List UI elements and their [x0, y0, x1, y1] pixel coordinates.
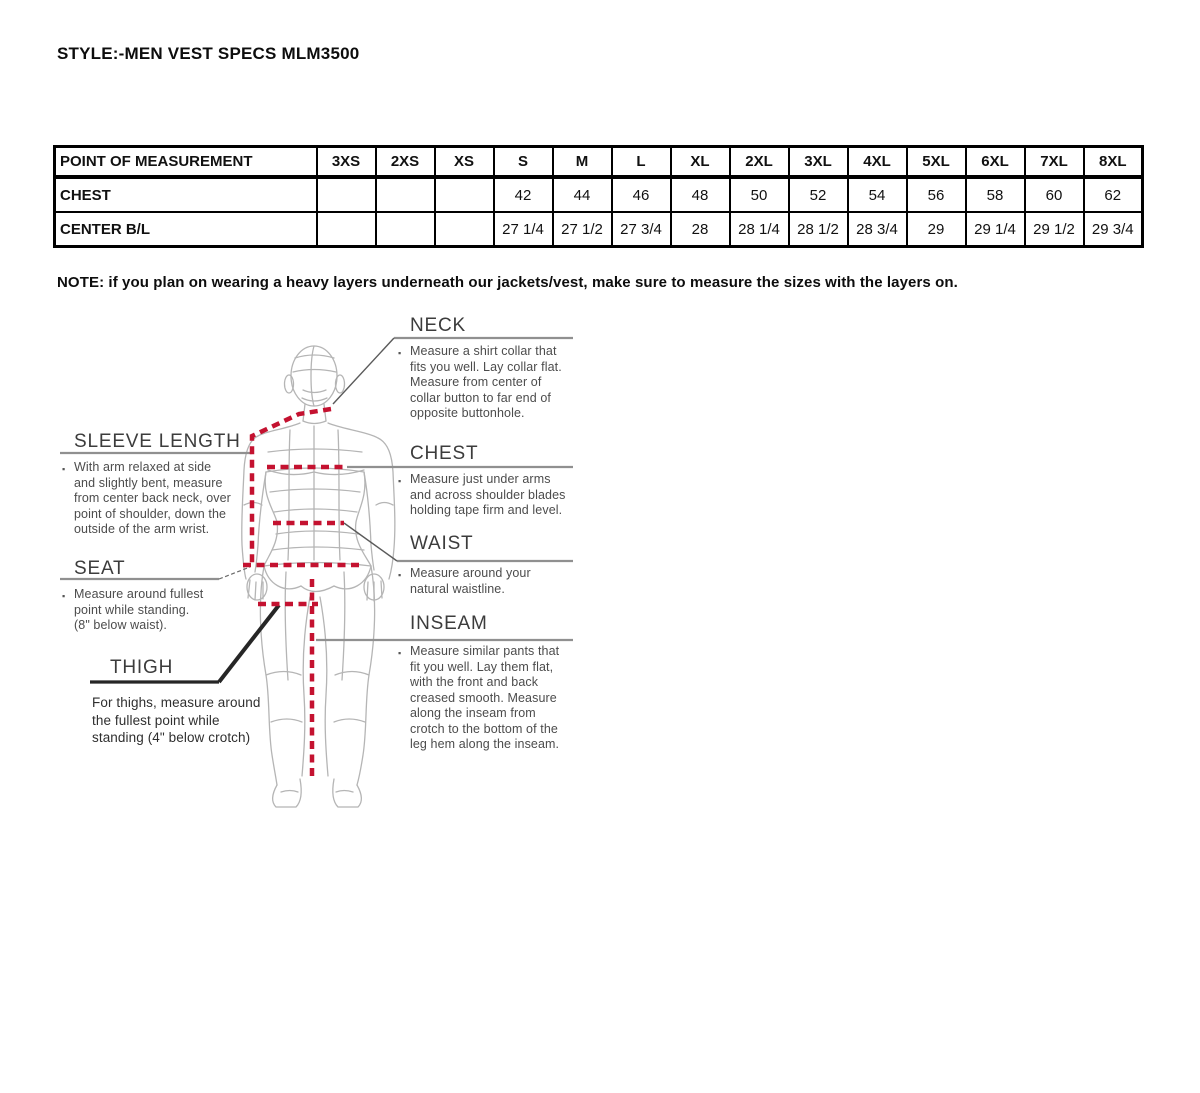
measurement-section-thigh — [92, 657, 261, 747]
section-text-line: Measure a shirt collar that — [410, 344, 557, 358]
section-text-line: Measure just under arms — [410, 472, 551, 486]
size-column-header: 7XL — [1025, 147, 1084, 178]
size-value-cell — [317, 177, 376, 212]
section-text-line: standing (4" below crotch) — [92, 730, 251, 745]
section-text-line: and across shoulder blades — [410, 487, 566, 502]
section-text-line: creased smooth. Measure — [410, 690, 557, 705]
section-text-line: point while standing. — [74, 602, 190, 617]
section-title: INSEAM — [410, 613, 488, 634]
measurement-row-label: CENTER B/L — [55, 212, 317, 247]
size-value-cell: 28 — [671, 212, 730, 247]
measurement-section-seat — [62, 558, 204, 634]
size-value-cell: 54 — [848, 177, 907, 212]
size-value-cell — [435, 212, 494, 247]
section-title: NECK — [410, 315, 466, 336]
size-value-cell: 27 1/4 — [494, 212, 553, 247]
section-text-line: holding tape firm and level. — [410, 503, 563, 517]
size-value-cell: 48 — [671, 177, 730, 212]
section-instructions — [92, 694, 260, 747]
size-column-header: 2XL — [730, 147, 789, 178]
measurement-row-label: CHEST — [55, 177, 317, 212]
section-title: WAIST — [410, 533, 474, 554]
section-text-line: opposite buttonhole. — [410, 406, 525, 420]
measurement-section-sleeve — [62, 431, 241, 538]
size-value-cell: 52 — [789, 177, 848, 212]
mannequin-figure — [242, 346, 395, 807]
section-text-line: leg hem along the inseam. — [410, 737, 560, 751]
section-text-line: point of shoulder, down the — [74, 506, 227, 521]
section-text-line: Measure around fullest — [74, 587, 204, 601]
size-table-container — [53, 145, 1144, 248]
bullet-icon: ▪ — [62, 591, 66, 601]
table-row — [55, 212, 1143, 247]
section-instructions — [62, 587, 204, 634]
bullet-icon: ▪ — [62, 464, 66, 474]
size-value-cell — [376, 177, 435, 212]
seat-callout-line — [219, 567, 250, 579]
section-title: SEAT — [74, 558, 126, 579]
section-text-line: Measure similar pants that — [410, 644, 560, 658]
neck-callout-line — [333, 338, 394, 404]
measurement-section-neck — [398, 315, 562, 422]
size-value-cell: 28 3/4 — [848, 212, 907, 247]
note-text: NOTE: if you plan on wearing a heavy layers underneath our jackets/vest, make sure to measure the sizes with the layers on. — [57, 274, 958, 291]
size-value-cell: 50 — [730, 177, 789, 212]
section-title: THIGH — [110, 657, 174, 678]
section-text-line: natural waistline. — [410, 581, 505, 596]
section-text-line: crotch to the bottom of the — [410, 721, 558, 736]
size-value-cell: 29 3/4 — [1084, 212, 1143, 247]
size-table-header-row — [55, 147, 1143, 178]
section-text-line: Measure from center of — [410, 375, 542, 389]
size-column-header: 5XL — [907, 147, 966, 178]
section-title: SLEEVE LENGTH — [74, 431, 241, 452]
size-value-cell: 29 — [907, 212, 966, 247]
size-value-cell: 60 — [1025, 177, 1084, 212]
measurement-section-inseam — [398, 613, 560, 753]
section-text-line: (8" below waist). — [74, 618, 167, 632]
table-row — [55, 177, 1143, 212]
measurement-section-waist — [398, 533, 531, 597]
bullet-icon: ▪ — [398, 570, 402, 580]
section-text-line: fit you well. Lay them flat, — [410, 659, 554, 674]
measurement-section-chest — [398, 443, 566, 519]
thigh-callout-line — [219, 605, 279, 682]
size-value-cell: 44 — [553, 177, 612, 212]
size-value-cell: 56 — [907, 177, 966, 212]
size-value-cell: 58 — [966, 177, 1025, 212]
size-column-header: XL — [671, 147, 730, 178]
size-value-cell: 29 1/4 — [966, 212, 1025, 247]
point-of-measurement-header: POINT OF MEASUREMENT — [55, 147, 317, 178]
size-column-header: 3XS — [317, 147, 376, 178]
size-value-cell: 42 — [494, 177, 553, 212]
section-instructions — [62, 460, 241, 538]
bullet-icon: ▪ — [398, 648, 402, 658]
sleeve-measure-line — [252, 409, 331, 565]
size-column-header: S — [494, 147, 553, 178]
size-column-header: 8XL — [1084, 147, 1143, 178]
size-value-cell: 27 1/2 — [553, 212, 612, 247]
size-value-cell: 29 1/2 — [1025, 212, 1084, 247]
document-title: STYLE:-MEN VEST SPECS MLM3500 — [57, 44, 360, 63]
size-column-header: 6XL — [966, 147, 1025, 178]
size-value-cell — [435, 177, 494, 212]
section-text-line: the fullest point while — [92, 712, 220, 728]
section-text-line: For thighs, measure around — [92, 695, 261, 710]
section-instructions — [398, 644, 560, 753]
section-instructions — [398, 344, 562, 422]
size-value-cell: 28 1/2 — [789, 212, 848, 247]
waist-callout-line — [344, 523, 397, 561]
size-value-cell — [376, 212, 435, 247]
size-column-header: L — [612, 147, 671, 178]
size-value-cell — [317, 212, 376, 247]
size-table — [53, 145, 1144, 248]
section-text-line: along the inseam from — [410, 706, 536, 720]
size-value-cell: 27 3/4 — [612, 212, 671, 247]
section-text-line: Measure around your — [410, 566, 531, 580]
size-value-cell: 46 — [612, 177, 671, 212]
section-instructions — [398, 472, 566, 519]
bullet-icon: ▪ — [398, 476, 402, 486]
section-text-line: outside of the arm wrist. — [74, 522, 210, 536]
section-instructions — [398, 566, 531, 597]
section-text-line: With arm relaxed at side — [74, 460, 212, 474]
size-column-header: M — [553, 147, 612, 178]
section-text-line: collar button to far end of — [410, 390, 551, 405]
section-text-line: with the front and back — [410, 675, 539, 689]
bullet-icon: ▪ — [398, 348, 402, 358]
size-column-header: XS — [435, 147, 494, 178]
size-column-header: 4XL — [848, 147, 907, 178]
size-column-header: 2XS — [376, 147, 435, 178]
size-value-cell: 62 — [1084, 177, 1143, 212]
size-value-cell: 28 1/4 — [730, 212, 789, 247]
section-text-line: and slightly bent, measure — [74, 475, 223, 490]
section-title: CHEST — [410, 443, 479, 464]
section-text-line: fits you well. Lay collar flat. — [410, 359, 562, 374]
section-text-line: from center back neck, over — [74, 491, 231, 505]
size-column-header: 3XL — [789, 147, 848, 178]
